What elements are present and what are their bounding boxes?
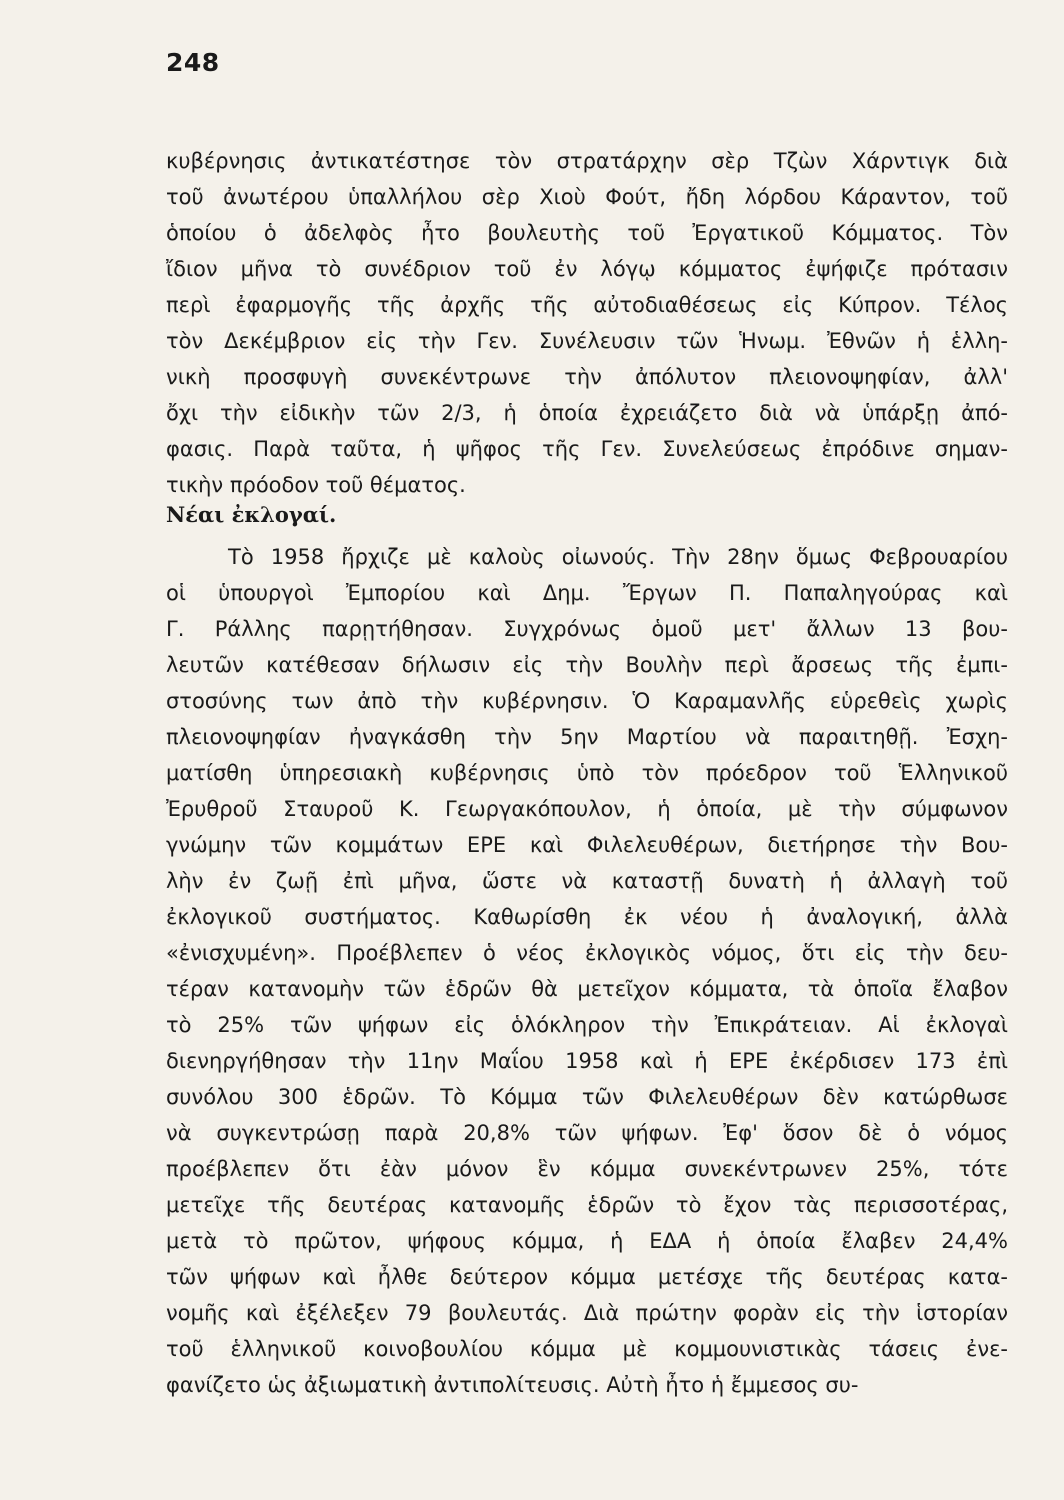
- text-line: φασις. Παρὰ ταῦτα, ἡ ψῆφος τῆς Γεν. Συνελεύσεως ἐπρόδινε σημαν-: [166, 437, 1008, 461]
- text-line: Γ. Ράλλης παρῃτήθησαν. Συγχρόνως ὁμοῦ μετ' ἄλλων 13 βου-: [166, 617, 1008, 641]
- text-line: ἴδιον μῆνα τὸ συνέδριον τοῦ ἐν λόγῳ κόμματος ἐψήφιζε πρότασιν: [166, 257, 1008, 281]
- text-line: τοῦ ἀνωτέρου ὑπαλλήλου σὲρ Χιοὺ Φούτ, ἤδη λόρδου Κάραντον, τοῦ: [166, 185, 1008, 209]
- text-line: νικὴ προσφυγὴ συνεκέντρωνε τὴν ἀπόλυτον πλειονοψηφίαν, ἀλλ': [166, 365, 1008, 389]
- text-line: λευτῶν κατέθεσαν δήλωσιν εἰς τὴν Βουλὴν περὶ ἄρσεως τῆς ἐμπι-: [166, 653, 1008, 677]
- text-line: τὸ 25% τῶν ψήφων εἰς ὁλόκληρον τὴν Ἐπικράτειαν. Αἱ ἐκλογαὶ: [166, 1013, 1008, 1037]
- text-line: ματίσθη ὑπηρεσιακὴ κυβέρνησις ὑπὸ τὸν πρόεδρον τοῦ Ἑλληνικοῦ: [166, 761, 1008, 785]
- text-line: Ἐρυθροῦ Σταυροῦ Κ. Γεωργακόπουλον, ἡ ὁποία, μὲ τὴν σύμφωνον: [166, 797, 1008, 821]
- text-line: τοῦ ἑλληνικοῦ κοινοβουλίου κόμμα μὲ κομμουνιστικὰς τάσεις ἐνε-: [166, 1337, 1008, 1361]
- text-line: νομῆς καὶ ἐξέλεξεν 79 βουλευτάς. Διὰ πρώτην φορὰν εἰς τὴν ἱστορίαν: [166, 1301, 1008, 1325]
- text-line: τικὴν πρόοδον τοῦ θέματος.: [166, 473, 466, 497]
- text-line: ὄχι τὴν εἰδικὴν τῶν 2/3, ἡ ὁποία ἐχρειάζετο διὰ νὰ ὑπάρξῃ ἀπό-: [166, 401, 1008, 425]
- text-line: περὶ ἐφαρμογῆς τῆς ἀρχῆς τῆς αὐτοδιαθέσεως εἰς Κύπρον. Τέλος: [166, 293, 1008, 317]
- text-line: Τὸ 1958 ἤρχιζε μὲ καλοὺς οἰωνούς. Τὴν 28ην ὅμως Φεβρουαρίου: [228, 545, 1008, 569]
- text-line: προέβλεπεν ὅτι ἐὰν μόνον ἓν κόμμα συνεκέντρωνεν 25%, τότε: [166, 1157, 1008, 1181]
- text-line: «ἐνισχυμένη». Προέβλεπεν ὁ νέος ἐκλογικὸς νόμος, ὅτι εἰς τὴν δευ-: [166, 941, 1008, 965]
- paragraph-2: [166, 539, 1008, 1403]
- text-line: λὴν ἐν ζωῇ ἐπὶ μῆνα, ὥστε νὰ καταστῇ δυνατὴ ἡ ἀλλαγὴ τοῦ: [166, 869, 1008, 893]
- text-line: τὸν Δεκέμβριον εἰς τὴν Γεν. Συνέλευσιν τῶν Ἡνωμ. Ἐθνῶν ἡ ἑλλη-: [166, 329, 1008, 353]
- text-line: συνόλου 300 ἑδρῶν. Τὸ Κόμμα τῶν Φιλελευθέρων δὲν κατώρθωσε: [166, 1085, 1008, 1109]
- text-line: οἱ ὑπουργοὶ Ἐμπορίου καὶ Δημ. Ἔργων Π. Παπαληγούρας καὶ: [166, 581, 1008, 605]
- page-number: 248: [166, 48, 220, 77]
- text-line: στοσύνης των ἀπὸ τὴν κυβέρνησιν. Ὁ Καραμανλῆς εὑρεθεὶς χωρὶς: [166, 689, 1008, 713]
- text-line: νὰ συγκεντρώσῃ παρὰ 20,8% τῶν ψήφων. Ἐφ' ὅσον δὲ ὁ νόμος: [166, 1121, 1008, 1145]
- section-heading: Νέαι ἐκλογαί.: [166, 502, 337, 527]
- text-line: μετὰ τὸ πρῶτον, ψήφους κόμμα, ἡ ΕΔΑ ἡ ὁποία ἔλαβεν 24,4%: [166, 1229, 1008, 1253]
- text-line: τῶν ψήφων καὶ ἦλθε δεύτερον κόμμα μετέσχε τῆς δευτέρας κατα-: [166, 1265, 1008, 1289]
- text-line: τέραν κατανομὴν τῶν ἑδρῶν θὰ μετεῖχον κόμματα, τὰ ὁποῖα ἔλαβον: [166, 977, 1008, 1001]
- text-line: φανίζετο ὡς ἀξιωματικὴ ἀντιπολίτευσις. Αὐτὴ ἦτο ἡ ἔμμεσος συ-: [166, 1373, 859, 1397]
- text-line: κυβέρνησις ἀντικατέστησε τὸν στρατάρχην σὲρ Τζὼν Χάρντιγκ διὰ: [166, 149, 1008, 173]
- text-line: γνώμην τῶν κομμάτων ΕΡΕ καὶ Φιλελευθέρων, διετήρησε τὴν Βου-: [166, 833, 1008, 857]
- text-line: ὁποίου ὁ ἀδελφὸς ἦτο βουλευτὴς τοῦ Ἐργατικοῦ Κόμματος. Τὸν: [166, 221, 1008, 245]
- text-line: ἐκλογικοῦ συστήματος. Καθωρίσθη ἐκ νέου ἡ ἀναλογική, ἀλλὰ: [166, 905, 1008, 929]
- paragraph-1: [166, 143, 1008, 503]
- text-line: διενηργήθησαν τὴν 11ην Μαΐου 1958 καὶ ἡ ΕΡΕ ἐκέρδισεν 173 ἐπὶ: [166, 1049, 1008, 1073]
- text-line: μετεῖχε τῆς δευτέρας κατανομῆς ἑδρῶν τὸ ἔχον τὰς περισσοτέρας,: [166, 1193, 1008, 1217]
- text-line: πλειονοψηφίαν ἠναγκάσθη τὴν 5ην Μαρτίου νὰ παραιτηθῇ. Ἐσχη-: [166, 725, 1008, 749]
